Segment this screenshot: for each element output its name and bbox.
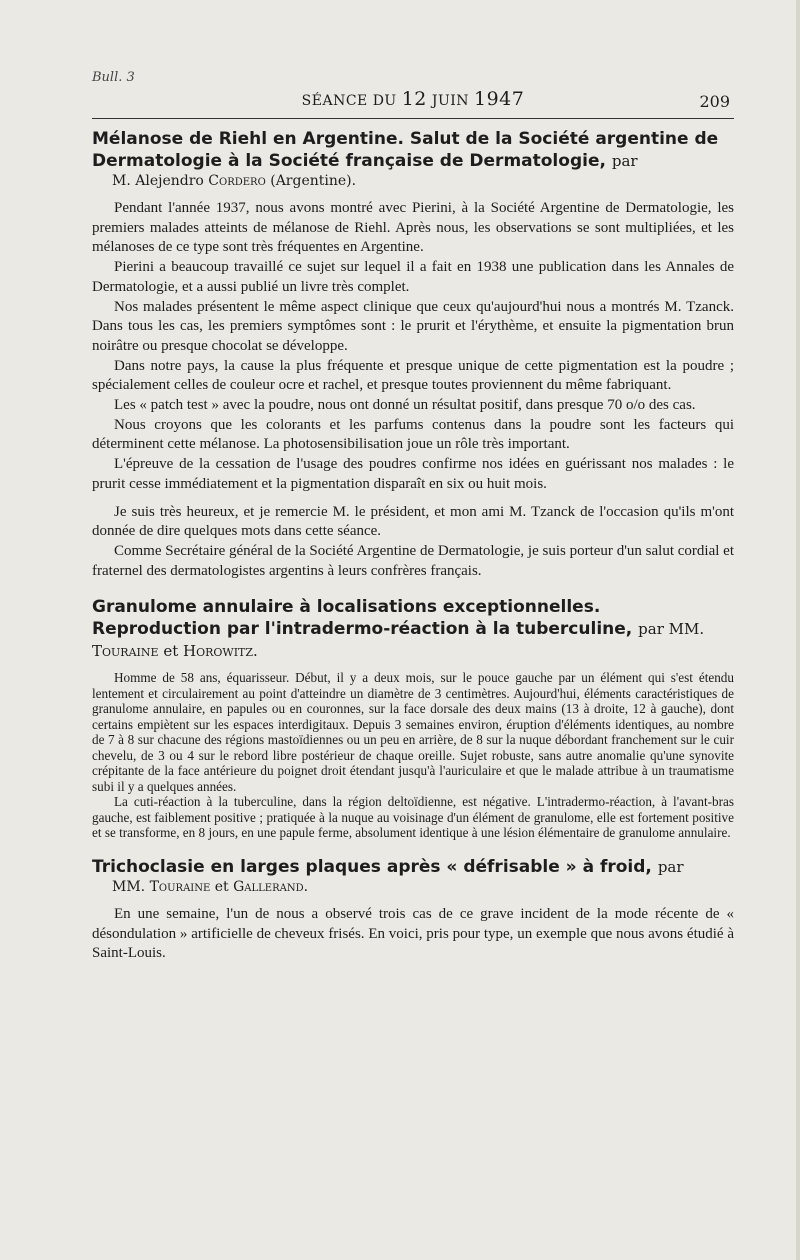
article-1-author-name: Cordero bbox=[208, 173, 266, 189]
article-1-paragraph: Les « patch test » avec la poudre, nous ont donné un résultat positif, dans presque 70 o/o des cas. bbox=[114, 397, 696, 414]
page-number: 209 bbox=[699, 92, 730, 111]
article-1-paragraph: Pierini a beaucoup travaillé ce sujet sur lequel il a fait en 1938 une publication dans les Annales de Dermatologie, et a aussi publié un livre très complet. bbox=[92, 259, 734, 295]
article-3-and: et bbox=[214, 878, 229, 895]
article-2-by-label: par MM. bbox=[638, 620, 705, 639]
article-2-title-text: Granulome annulaire à localisations exceptionnelles. Reproduction par l'intradermo-réaction à la tuberculine, bbox=[92, 597, 633, 640]
article-1-by: par bbox=[611, 152, 638, 170]
seance-day: 12 bbox=[401, 88, 427, 110]
running-head-title bbox=[92, 88, 734, 110]
article-1-author-suffix: (Argentine). bbox=[270, 173, 357, 189]
article-2-and: et bbox=[163, 642, 179, 661]
page-body bbox=[92, 128, 734, 964]
article-1-paragraph: Dans notre pays, la cause la plus fréquente et presque unique de cette pigmentation est la poudre ; spécialement celles de couleur ocre et rachel, et presque toutes proviennent du même fabriquant. bbox=[92, 357, 734, 394]
article-1-paragraph: Pendant l'année 1937, nous avons montré avec Pierini, à la Société Argentine de Dermatologie, les premiers malades atteints de mélanose de Riehl. Après nous, les observations se sont multipliées, et les mélanoses de ce type sont très fréquentes en Argentine. bbox=[92, 200, 734, 256]
article-2-author-1: Touraine bbox=[92, 642, 159, 661]
article-1-closing: Comme Secrétaire général de la Société Argentine de Dermatologie, je suis porteur d'un salut cordial et fraternel des dermatologistes argentins à leurs confrères français. bbox=[92, 542, 734, 579]
article-1-author-prefix: M. Alejendro bbox=[112, 173, 204, 189]
article-2-paragraph: La cuti-réaction à la tuberculine, dans la région deltoïdienne, est négative. L'intradermo-réaction, à l'avant-bras gauche, est faiblement positive ; pratiquée à la nuque au voisinage d'un élément de granulome, elle est fortement positive et se transforme, en 8 jours, en une papule ferme, absolument identique à une lésion élémentaire de granulome annulaire. bbox=[92, 794, 734, 841]
article-3-author bbox=[92, 878, 734, 897]
article-3-author-2: Gallerand. bbox=[233, 878, 309, 895]
article-3-title-text: Trichoclasie en larges plaques après « défrisable » à froid, bbox=[92, 856, 652, 877]
article-3-title bbox=[92, 856, 734, 878]
spacer bbox=[92, 495, 734, 503]
running-head bbox=[92, 88, 734, 119]
article-3-paragraph: En une semaine, l'un de nous a observé trois cas de ce grave incident de la mode récente de « désondulation » artificielle de cheveux frisés. En voici, pris pour type, un exemple que nous avons étudié à Saint-Louis. bbox=[92, 905, 734, 962]
seance-label: SÉANCE DU bbox=[301, 93, 397, 109]
spacer bbox=[92, 662, 734, 670]
bulletin-mark: Bull. 3 bbox=[92, 70, 135, 85]
article-3-author-prefix: MM. bbox=[112, 878, 146, 895]
article-3-by: par bbox=[657, 857, 684, 876]
article-1-paragraph: L'épreuve de la cessation de l'usage des poudres confirme nos idées en guérissant nos malades : le prurit cesse immédiatement et la pigmentation disparaît en six ou huit mois. bbox=[92, 456, 734, 492]
article-2-author-2: Horowitz. bbox=[183, 642, 258, 661]
article-2-paragraph: Homme de 58 ans, équarisseur. Début, il y a deux mois, sur le pouce gauche par un élément qui s'est étendu lentement et circulairement au point d'atteindre un diamètre de 3 centimètres. Aujourd'hui, éléments caractéristiques de granulome annulaire, en papules ou en couronnes, sur la face dorsale des deux mains (13 à droite, 12 à gauche), dont certains empiètent sur les espaces interdigitaux. Depuis 3 semaines environ, éruption d'éléments identiques, au nombre de 7 à 8 sur chacune des régions mastoïdiennes ou un peu en arrière, de 8 sur la nuque débordant franchement sur le cuir chevelu, de 3 ou 4 sur le rebord libre postérieur de chaque oreille. Sujet robuste, sans autre anomalie qu'une synovite crépitante de la face antérieure du poignet droit étendant jusqu'à l'auriculaire et que le malade attribue à un traumatisme subi il y a quelques années. bbox=[92, 670, 734, 794]
page-edge-shadow bbox=[796, 0, 800, 1260]
spacer bbox=[92, 841, 734, 856]
seance-month: JUIN bbox=[431, 93, 470, 109]
article-1-paragraph: Nous croyons que les colorants et les parfums contenus dans la poudre sont les facteurs qui déterminent cette mélanose. La photosensibilisation joue un rôle très important. bbox=[92, 416, 734, 453]
article-1-closing: Je suis très heureux, et je remercie M. le président, et mon ami M. Tzanck de l'occasion qu'ils m'ont donnée de dire quelques mots dans cette séance. bbox=[92, 503, 734, 540]
article-1-author bbox=[92, 172, 734, 191]
article-1-paragraph: Nos malades présentent le même aspect clinique que ceux qu'aujourd'hui nous a montrés M. Tzanck. Dans tous les cas, les premiers symptômes sont : le prurit et l'érythème, et ensuite la pigmentation brun noirâtre ou presque chocolat se développe. bbox=[92, 298, 734, 354]
article-1-title bbox=[92, 128, 734, 172]
spacer bbox=[92, 581, 734, 596]
article-2-title bbox=[92, 596, 734, 662]
article-1-title-text: Mélanose de Riehl en Argentine. Salut de la Société argentine de Dermatologie à la Société française de Dermatologie, bbox=[92, 129, 719, 171]
article-3-author-1: Touraine bbox=[149, 878, 211, 895]
seance-year: 1947 bbox=[473, 88, 525, 110]
